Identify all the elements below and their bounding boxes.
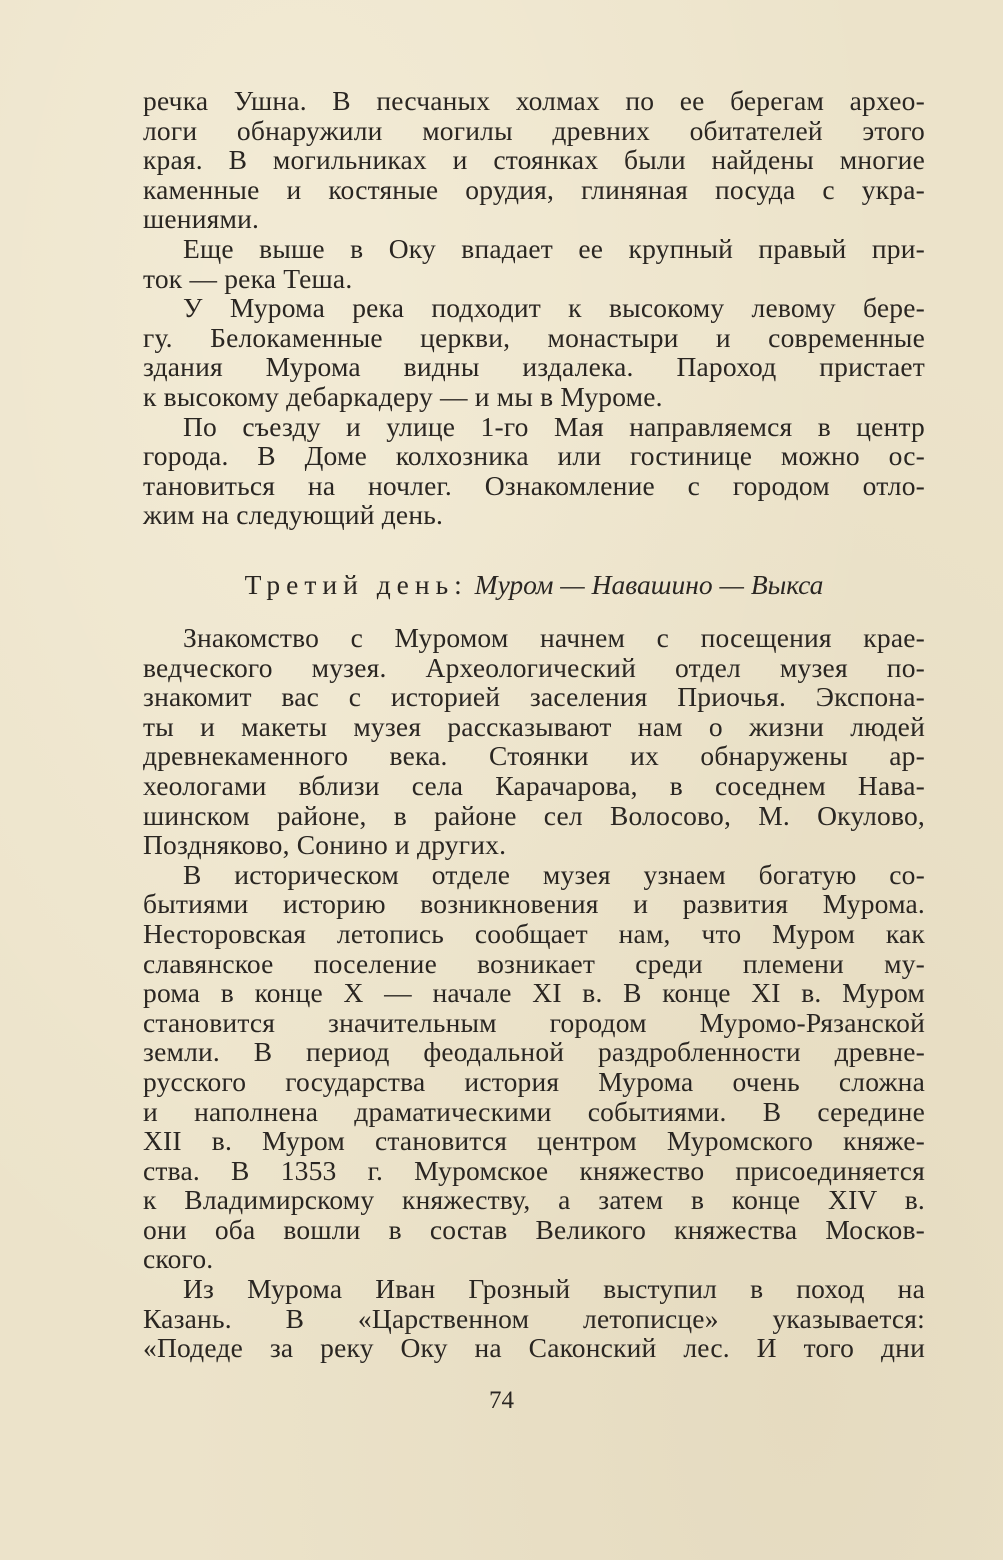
text-line: каменные и костяные орудия, глиняная посуда с укра- bbox=[143, 173, 925, 205]
text-block-top bbox=[143, 86, 925, 530]
text-line: хеологами вблизи села Карачарова, в соседнем Нава- bbox=[143, 769, 925, 801]
text-line: Казань. В «Царственном летописце» указывается: bbox=[143, 1302, 925, 1334]
page-number: 74 bbox=[489, 1387, 514, 1414]
text-line: тановиться на ночлег. Ознакомление с городом отло- bbox=[143, 469, 925, 501]
text-line: бытиями историю возникновения и развития Мурома. bbox=[143, 888, 925, 920]
text-line: города. В Доме колхозника или гостинице можно ос- bbox=[143, 440, 925, 472]
text-line: к Владимирскому княжеству, а затем в конце XIV в. bbox=[143, 1184, 925, 1216]
text-line: Несторовская летопись сообщает нам, что Муром как bbox=[143, 917, 925, 949]
text-line: знакомит вас с историей заселения Приочья. Экспона- bbox=[143, 681, 925, 713]
text-line: древнекаменного века. Стоянки их обнаружены ар- bbox=[143, 740, 925, 772]
text-block-bottom bbox=[143, 623, 925, 1363]
text-line: здания Мурома видны издалека. Пароход пристает bbox=[143, 351, 925, 383]
text-line: ты и макеты музея рассказывают нам о жизни людей bbox=[143, 710, 925, 742]
heading-route: Муром — Навашино — Выкса bbox=[474, 569, 824, 600]
paragraph-start-line: У Мурома река подходит к высокому левому бере- bbox=[183, 292, 925, 324]
paragraph-start-line: Из Мурома Иван Грозный выступил в поход на bbox=[183, 1273, 925, 1305]
text-line: Поздняково, Сонино и других. bbox=[143, 829, 507, 861]
text-line: русского государства история Мурома очень сложна bbox=[143, 1065, 925, 1097]
text-line: шинском районе, в районе сел Волосово, М. Окулово, bbox=[143, 799, 925, 831]
text-line: славянское поселение возникает среди племени му- bbox=[143, 947, 925, 979]
text-line: и наполнена драматическими событиями. В середине bbox=[143, 1095, 925, 1127]
text-line: ток — река Теша. bbox=[143, 262, 353, 294]
text-line: шениями. bbox=[143, 203, 260, 235]
text-line: рома в конце X — начале XI в. В конце XI в. Муром bbox=[143, 977, 925, 1009]
text-line: земли. В период феодальной раздробленности древне- bbox=[143, 1036, 925, 1068]
text-line: жим на следующий день. bbox=[143, 499, 444, 531]
heading-label: Третий день: bbox=[244, 569, 468, 600]
text-line: логи обнаружили могилы древних обитателей этого bbox=[143, 114, 925, 146]
paragraph-start-line: Еще выше в Оку впадает ее крупный правый при- bbox=[183, 232, 925, 264]
paragraph-start-line: В историческом отделе музея узнаем богатую со- bbox=[183, 858, 925, 890]
text-line: гу. Белокаменные церкви, монастыри и современные bbox=[143, 321, 925, 353]
text-line: становится значительным городом Муромо-Рязанской bbox=[143, 1006, 925, 1038]
paragraph-start-line: По съезду и улице 1-го Мая направляемся в центр bbox=[183, 410, 925, 442]
text-line: XII в. Муром становится центром Муромского княже- bbox=[143, 1125, 925, 1157]
text-line: речка Ушна. В песчаных холмах по ее берегам архео- bbox=[143, 85, 925, 116]
text-line: края. В могильниках и стоянках были найдены многие bbox=[143, 144, 925, 176]
text-line: ства. В 1353 г. Муромское княжество присоединяется bbox=[143, 1154, 925, 1186]
text-line: они оба вошли в состав Великого княжества Москов- bbox=[143, 1213, 925, 1245]
text-line: «Подеде за реку Оку на Саконский лес. И того дни bbox=[143, 1332, 925, 1364]
text-line: к высокому дебаркадеру — и мы в Муроме. bbox=[143, 380, 663, 412]
paragraph-start-line: Знакомство с Муромом начнем с посещения крае- bbox=[183, 622, 925, 653]
section-heading bbox=[143, 568, 925, 602]
text-line: ского. bbox=[143, 1243, 214, 1275]
text-line: ведческого музея. Археологический отдел музея по- bbox=[143, 651, 925, 683]
